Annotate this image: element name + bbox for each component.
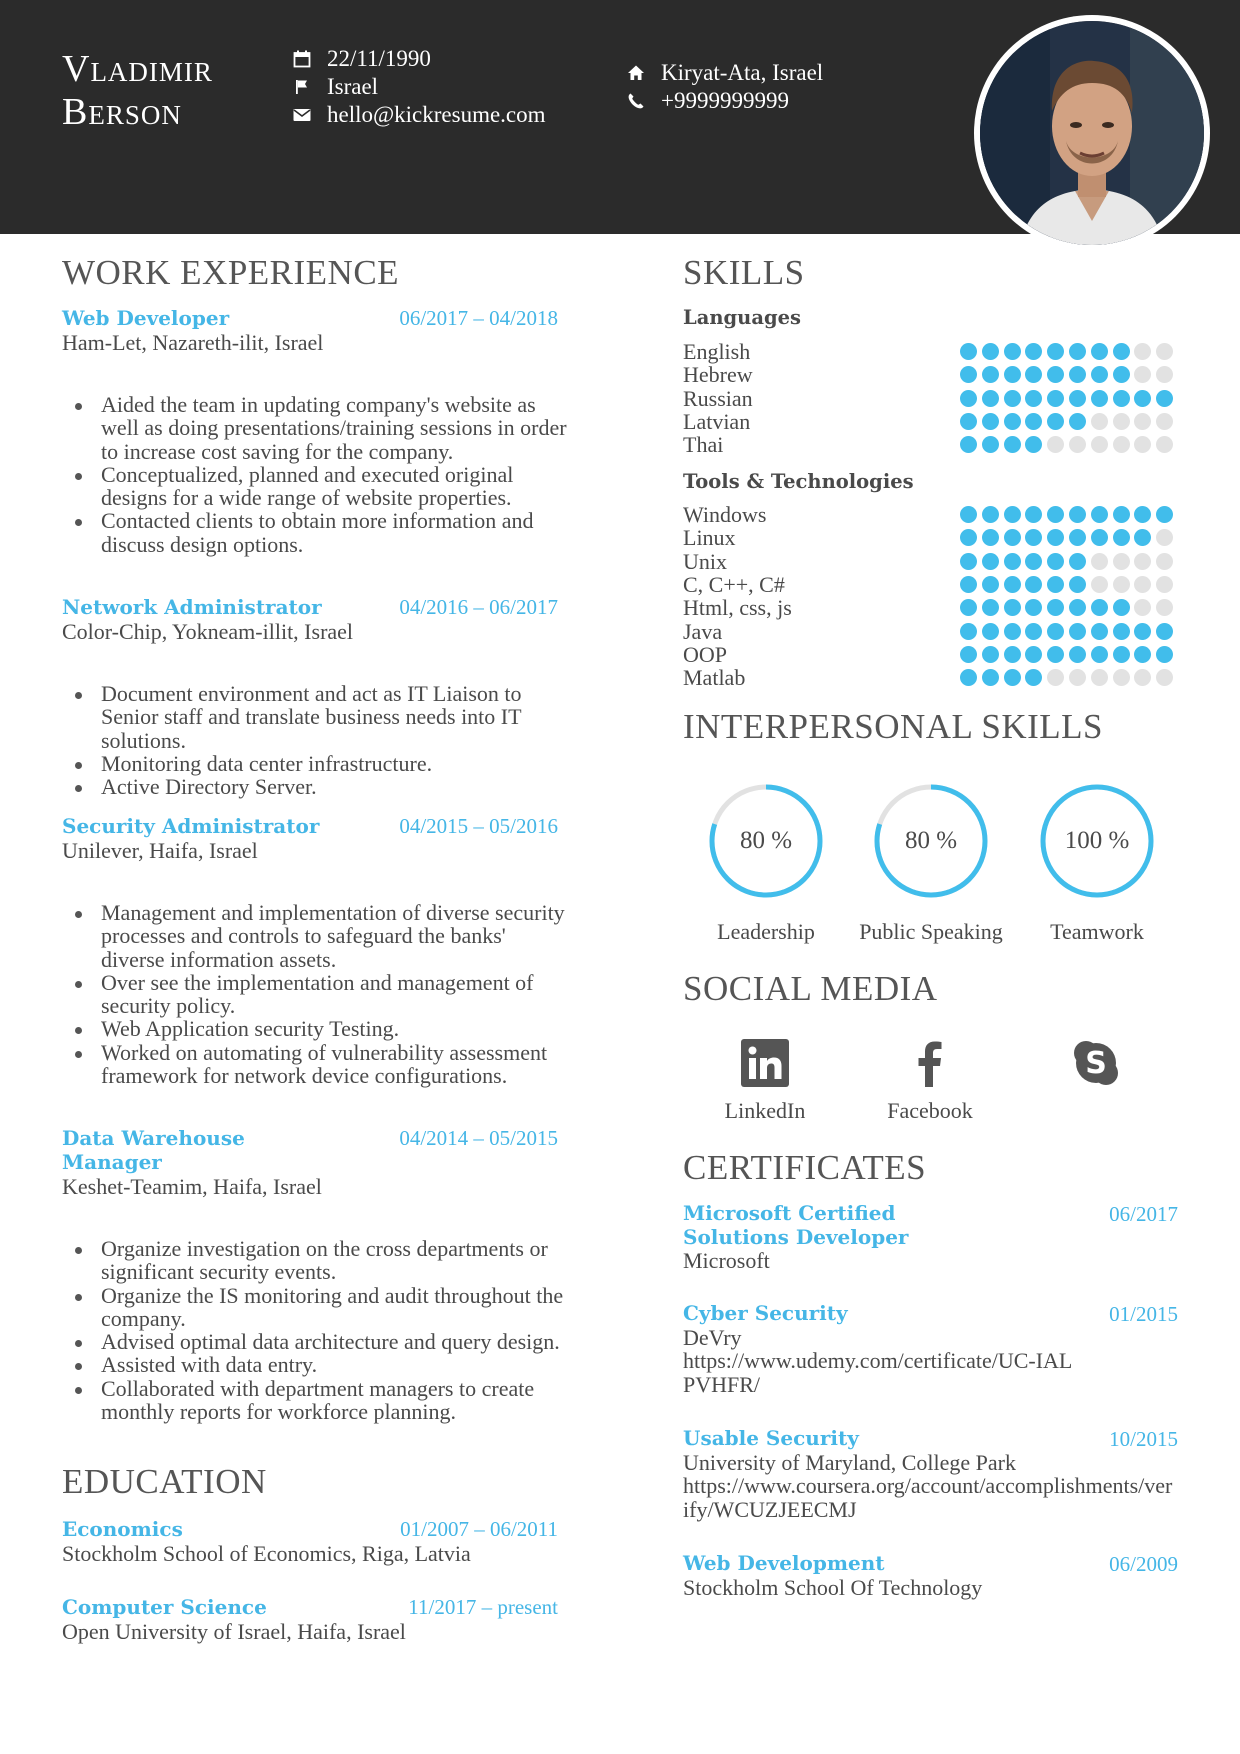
- birthdate-row: [291, 45, 546, 73]
- job-dates: 04/2016 – 06/2017: [399, 595, 558, 619]
- rating-dot-empty: [1156, 343, 1173, 360]
- skill-ring: [1038, 782, 1156, 900]
- rating-dot-filled: [1156, 390, 1173, 407]
- bullet-item: Assisted with data entry.: [62, 1353, 577, 1376]
- languages-subheading: Languages: [683, 306, 801, 329]
- skill-row: [683, 620, 1178, 643]
- rating-dot-empty: [1134, 436, 1151, 453]
- home-icon: [625, 62, 647, 84]
- resume-header: [0, 0, 1240, 234]
- profile-photo-image: [980, 21, 1204, 245]
- rating-dot-filled: [1069, 599, 1086, 616]
- rating-dot-filled: [1025, 390, 1042, 407]
- job-title: Security Administrator: [62, 814, 320, 838]
- rating-dot-filled: [1047, 576, 1064, 593]
- birthdate-text: 22/11/1990: [327, 46, 431, 71]
- skill-rating: [960, 366, 1178, 383]
- rating-dot-filled: [960, 390, 977, 407]
- rating-dot-filled: [960, 669, 977, 686]
- skill-name: English: [683, 339, 751, 364]
- work-experience-heading: WORK EXPERIENCE: [62, 253, 400, 292]
- rating-dot-filled: [1047, 343, 1064, 360]
- skill-rating: [960, 553, 1178, 570]
- bullet-item: Contacted clients to obtain more information and discuss design options.: [62, 509, 572, 556]
- rating-dot-filled: [1091, 623, 1108, 640]
- rating-dot-filled: [1113, 529, 1130, 546]
- rating-dot-filled: [960, 576, 977, 593]
- rating-dot-empty: [1047, 669, 1064, 686]
- skill-name: Hebrew: [683, 362, 753, 388]
- rating-dot-empty: [1047, 436, 1064, 453]
- rating-dot-filled: [1091, 390, 1108, 407]
- rating-dot-filled: [1025, 413, 1042, 430]
- rating-dot-filled: [1047, 529, 1064, 546]
- rating-dot-filled: [1004, 669, 1021, 686]
- rating-dot-filled: [1047, 646, 1064, 663]
- bullet-item: Organize the IS monitoring and audit throughout the company.: [62, 1284, 577, 1331]
- rating-dot-filled: [960, 599, 977, 616]
- rating-dot-filled: [982, 599, 999, 616]
- skill-row: [683, 596, 1178, 619]
- job-title: Data Warehouse Manager: [62, 1126, 245, 1174]
- email-link[interactable]: hello@kickresume.com: [327, 102, 546, 127]
- rating-dot-filled: [1047, 506, 1064, 523]
- certificate-link[interactable]: https://www.udemy.com/certificate/UC-IALPVHFR/: [683, 1348, 1073, 1397]
- rating-dot-filled: [1069, 390, 1086, 407]
- skill-row: [683, 503, 1178, 526]
- rating-dot-filled: [1047, 553, 1064, 570]
- certificate-date: 06/2009: [1109, 1552, 1178, 1576]
- skill-name: Java: [683, 618, 723, 644]
- education-title: Computer Science: [62, 1595, 267, 1619]
- personal-info-column: [291, 45, 546, 129]
- rating-dot-empty: [1113, 576, 1130, 593]
- rating-dot-filled: [1025, 506, 1042, 523]
- rating-dot-filled: [1069, 529, 1086, 546]
- rating-dot-filled: [1113, 366, 1130, 383]
- bullet-item: Web Application security Testing.: [62, 1017, 572, 1040]
- education-title: Economics: [62, 1517, 183, 1541]
- skill-name: Russian: [683, 385, 753, 411]
- rating-dot-empty: [1069, 436, 1086, 453]
- calendar-icon: [291, 48, 313, 70]
- rating-dot-filled: [1004, 390, 1021, 407]
- rating-dot-empty: [1156, 366, 1173, 383]
- skill-rating: [960, 413, 1178, 430]
- rating-dot-filled: [1069, 343, 1086, 360]
- rating-dot-filled: [960, 529, 977, 546]
- facebook-icon[interactable]: [906, 1038, 954, 1088]
- ring-label: Public Speaking: [859, 919, 1003, 944]
- rating-dot-empty: [1134, 553, 1151, 570]
- skill-row: [683, 666, 1178, 689]
- skill-name: Linux: [683, 525, 736, 551]
- rating-dot-filled: [1004, 343, 1021, 360]
- skill-row: [683, 363, 1178, 386]
- rating-dot-filled: [1004, 623, 1021, 640]
- rating-dot-filled: [1113, 390, 1130, 407]
- bullet-item: Management and implementation of diverse security processes and controls to safeguard the banks' diverse information assets.: [62, 901, 572, 971]
- skill-rating: [960, 343, 1178, 360]
- rating-dot-filled: [1025, 343, 1042, 360]
- rating-dot-empty: [1113, 436, 1130, 453]
- rating-dot-filled: [1134, 529, 1151, 546]
- rating-dot-filled: [1134, 646, 1151, 663]
- rating-dot-filled: [960, 506, 977, 523]
- rating-dot-empty: [1091, 413, 1108, 430]
- rating-dot-filled: [982, 506, 999, 523]
- rating-dot-filled: [1004, 506, 1021, 523]
- rating-dot-empty: [1091, 553, 1108, 570]
- rating-dot-filled: [1004, 646, 1021, 663]
- certificate-issuer: Stockholm School Of Technology: [683, 1575, 983, 1600]
- education-dates: 11/2017 – present: [408, 1595, 558, 1619]
- rating-dot-filled: [1091, 343, 1108, 360]
- skill-row: [683, 573, 1178, 596]
- rating-dot-filled: [982, 623, 999, 640]
- education-school: Open University of Israel, Haifa, Israel: [62, 1619, 406, 1644]
- rating-dot-filled: [1025, 529, 1042, 546]
- rating-dot-filled: [1091, 529, 1108, 546]
- rating-dot-empty: [1113, 553, 1130, 570]
- skill-name: OOP: [683, 641, 728, 667]
- last-name: Berson: [62, 91, 182, 133]
- rating-dot-filled: [1004, 366, 1021, 383]
- rating-dot-filled: [1069, 553, 1086, 570]
- job-company: Unilever, Haifa, Israel: [62, 838, 258, 863]
- skill-row: [683, 526, 1178, 549]
- rating-dot-filled: [1004, 436, 1021, 453]
- candidate-name: [62, 48, 213, 134]
- skill-rating: [960, 506, 1178, 523]
- certificate-date: 06/2017: [1109, 1202, 1178, 1226]
- rating-dot-filled: [1069, 413, 1086, 430]
- rating-dot-empty: [1134, 366, 1151, 383]
- nationality-text: Israel: [327, 74, 379, 99]
- rating-dot-filled: [1025, 366, 1042, 383]
- rating-dot-empty: [1156, 436, 1173, 453]
- rating-dot-empty: [1134, 413, 1151, 430]
- bullet-item: Over see the implementation and management of security policy.: [62, 971, 572, 1018]
- rating-dot-filled: [960, 413, 977, 430]
- rating-dot-filled: [1025, 553, 1042, 570]
- rating-dot-empty: [1156, 599, 1173, 616]
- rating-dot-empty: [1156, 669, 1173, 686]
- skype-icon[interactable]: [1072, 1038, 1120, 1088]
- skill-name: Windows: [683, 502, 767, 527]
- rating-dot-filled: [982, 436, 999, 453]
- rating-dot-filled: [1134, 623, 1151, 640]
- bullet-item: Conceptualized, planned and executed original designs for a wide range of website properties.: [62, 463, 572, 510]
- address-text: Kiryat-Ata, Israel: [661, 60, 824, 85]
- rating-dot-filled: [982, 343, 999, 360]
- skill-rating: [960, 623, 1178, 640]
- rating-dot-empty: [1156, 553, 1173, 570]
- bullet-item: Collaborated with department managers to create monthly reports for workforce planning.: [62, 1377, 577, 1424]
- social-media-heading: SOCIAL MEDIA: [683, 969, 938, 1008]
- bullet-item: Worked on automating of vulnerability assessment framework for network device configurations.: [62, 1041, 572, 1088]
- certificate-issuer: Microsoft: [683, 1248, 770, 1273]
- rating-dot-filled: [1047, 366, 1064, 383]
- linkedin-label[interactable]: LinkedIn: [724, 1098, 806, 1123]
- job-dates: 04/2014 – 05/2015: [399, 1126, 558, 1150]
- job-dates: 04/2015 – 05/2016: [399, 814, 558, 838]
- rating-dot-filled: [1025, 646, 1042, 663]
- rating-dot-filled: [1091, 646, 1108, 663]
- rating-dot-filled: [960, 646, 977, 663]
- rating-dot-filled: [1004, 599, 1021, 616]
- job-company: Keshet-Teamim, Haifa, Israel: [62, 1174, 322, 1199]
- rating-dot-empty: [1156, 413, 1173, 430]
- first-name: Vladimir: [62, 48, 213, 90]
- skill-row: [683, 340, 1178, 363]
- certificate-issuer: University of Maryland, College Park: [683, 1450, 1016, 1475]
- facebook-label[interactable]: Facebook: [887, 1098, 973, 1123]
- education-dates: 01/2007 – 06/2011: [400, 1517, 558, 1541]
- rating-dot-filled: [982, 390, 999, 407]
- ring-label: Leadership: [717, 919, 815, 944]
- rating-dot-filled: [1025, 669, 1042, 686]
- rating-dot-filled: [1047, 599, 1064, 616]
- certificate-title: Cyber Security: [683, 1301, 848, 1325]
- certificate-date: 10/2015: [1109, 1427, 1178, 1451]
- rating-dot-empty: [1113, 669, 1130, 686]
- skill-ring: [707, 782, 825, 900]
- rating-dot-filled: [1047, 413, 1064, 430]
- rating-dot-filled: [1069, 366, 1086, 383]
- job-dates: 06/2017 – 04/2018: [399, 306, 558, 330]
- rating-dot-filled: [1091, 366, 1108, 383]
- linkedin-icon[interactable]: [741, 1038, 789, 1088]
- rating-dot-filled: [1047, 623, 1064, 640]
- rating-dot-empty: [1156, 576, 1173, 593]
- rating-dot-filled: [960, 436, 977, 453]
- rating-dot-empty: [1134, 576, 1151, 593]
- certificate-issuer: DeVry: [683, 1325, 742, 1350]
- rating-dot-filled: [1025, 623, 1042, 640]
- skill-rating: [960, 646, 1178, 663]
- certificates-heading: CERTIFICATES: [683, 1148, 927, 1187]
- contact-info-column: [625, 59, 823, 115]
- certificate-link[interactable]: https://www.coursera.org/account/accomplishments/verify/WCUZJEECMJ: [683, 1473, 1173, 1522]
- flag-icon: [291, 76, 313, 98]
- tools-subheading: Tools & Technologies: [683, 470, 914, 493]
- rating-dot-empty: [1156, 529, 1173, 546]
- skill-row: [683, 550, 1178, 573]
- rating-dot-filled: [982, 553, 999, 570]
- rating-dot-empty: [1069, 669, 1086, 686]
- skill-rating: [960, 436, 1178, 453]
- bullet-item: Advised optimal data architecture and query design.: [62, 1330, 577, 1353]
- profile-photo: [974, 15, 1210, 251]
- rating-dot-filled: [1069, 646, 1086, 663]
- nationality-row: [291, 73, 546, 101]
- rating-dot-filled: [1113, 646, 1130, 663]
- rating-dot-filled: [1025, 599, 1042, 616]
- bullet-item: Monitoring data center infrastructure.: [62, 752, 582, 775]
- job-bullets: [62, 901, 572, 1087]
- certificate-title: Web Development: [683, 1551, 885, 1575]
- skill-name: Matlab: [683, 665, 746, 691]
- skill-rating: [960, 576, 1178, 593]
- skill-name: Unix: [683, 548, 727, 574]
- skill-ring: [872, 782, 990, 900]
- phone-icon: [625, 90, 647, 112]
- rating-dot-filled: [1091, 506, 1108, 523]
- job-title: Network Administrator: [62, 595, 322, 619]
- rating-dot-empty: [1113, 413, 1130, 430]
- rating-dot-filled: [1025, 436, 1042, 453]
- certificate-date: 01/2015: [1109, 1302, 1178, 1326]
- skill-row: [683, 433, 1178, 456]
- skill-rating: [960, 599, 1178, 616]
- rating-dot-filled: [1047, 390, 1064, 407]
- job-company: Ham-Let, Nazareth-ilit, Israel: [62, 330, 324, 355]
- rating-dot-filled: [1069, 506, 1086, 523]
- bullet-item: Aided the team in updating company's website as well as doing presentations/training sessions in order to increase cost saving for the company.: [62, 393, 572, 463]
- rating-dot-filled: [982, 576, 999, 593]
- job-bullets: [62, 682, 582, 798]
- certificate-title: Microsoft Certified Solutions Developer: [683, 1201, 909, 1249]
- phone-row: [625, 87, 823, 115]
- rating-dot-filled: [982, 669, 999, 686]
- certificate-title: Usable Security: [683, 1426, 859, 1450]
- address-row: [625, 59, 823, 87]
- rating-dot-filled: [1156, 623, 1173, 640]
- svg-text:S: S: [1085, 1046, 1107, 1081]
- rating-dot-filled: [1134, 390, 1151, 407]
- rating-dot-empty: [1091, 576, 1108, 593]
- job-bullets: [62, 1237, 577, 1423]
- rating-dot-filled: [1025, 576, 1042, 593]
- rating-dot-empty: [1091, 436, 1108, 453]
- rating-dot-empty: [1134, 599, 1151, 616]
- skills-heading: SKILLS: [683, 253, 805, 292]
- ring-percent: 80 %: [739, 827, 793, 854]
- job-bullets: [62, 393, 572, 556]
- rating-dot-filled: [1069, 576, 1086, 593]
- skill-name: C, C++, C#: [683, 571, 785, 597]
- rating-dot-filled: [1004, 413, 1021, 430]
- rating-dot-filled: [1156, 646, 1173, 663]
- email-row: [291, 101, 546, 129]
- skill-rating: [960, 529, 1178, 546]
- phone-text[interactable]: +9999999999: [661, 88, 789, 113]
- rating-dot-filled: [1004, 576, 1021, 593]
- skill-rating: [960, 669, 1178, 686]
- rating-dot-filled: [1113, 623, 1130, 640]
- rating-dot-filled: [960, 366, 977, 383]
- rating-dot-filled: [1113, 343, 1130, 360]
- rating-dot-filled: [982, 366, 999, 383]
- education-school: Stockholm School of Economics, Riga, Latvia: [62, 1541, 471, 1566]
- rating-dot-empty: [1134, 669, 1151, 686]
- ring-percent: 80 %: [904, 827, 958, 854]
- rating-dot-filled: [982, 646, 999, 663]
- job-title: Web Developer: [62, 306, 230, 330]
- skill-row: [683, 643, 1178, 666]
- skill-row: [683, 387, 1178, 410]
- rating-dot-filled: [1134, 506, 1151, 523]
- rating-dot-filled: [1004, 553, 1021, 570]
- rating-dot-filled: [982, 529, 999, 546]
- rating-dot-filled: [1004, 529, 1021, 546]
- rating-dot-filled: [1091, 599, 1108, 616]
- rating-dot-filled: [1156, 506, 1173, 523]
- rating-dot-filled: [1113, 506, 1130, 523]
- ring-percent: 100 %: [1064, 827, 1130, 854]
- bullet-item: Document environment and act as IT Liaison to Senior staff and translate business needs into IT solutions.: [62, 682, 582, 752]
- education-heading: EDUCATION: [62, 1462, 267, 1501]
- rating-dot-filled: [960, 623, 977, 640]
- interpersonal-heading: INTERPERSONAL SKILLS: [683, 707, 1103, 746]
- bullet-item: Organize investigation on the cross departments or significant security events.: [62, 1237, 577, 1284]
- skill-name: Html, css, js: [683, 595, 792, 621]
- bullet-item: Active Directory Server.: [62, 775, 582, 798]
- rating-dot-empty: [1134, 343, 1151, 360]
- job-company: Color-Chip, Yokneam-illit, Israel: [62, 619, 354, 644]
- rating-dot-filled: [1069, 623, 1086, 640]
- skill-row: [683, 410, 1178, 433]
- skill-name: Latvian: [683, 408, 751, 434]
- rating-dot-filled: [1113, 599, 1130, 616]
- rating-dot-filled: [960, 553, 977, 570]
- ring-label: Teamwork: [1050, 919, 1144, 944]
- rating-dot-filled: [982, 413, 999, 430]
- skill-name: Thai: [683, 432, 724, 458]
- rating-dot-filled: [960, 343, 977, 360]
- envelope-icon: [291, 104, 313, 126]
- rating-dot-empty: [1091, 669, 1108, 686]
- skill-rating: [960, 390, 1178, 407]
